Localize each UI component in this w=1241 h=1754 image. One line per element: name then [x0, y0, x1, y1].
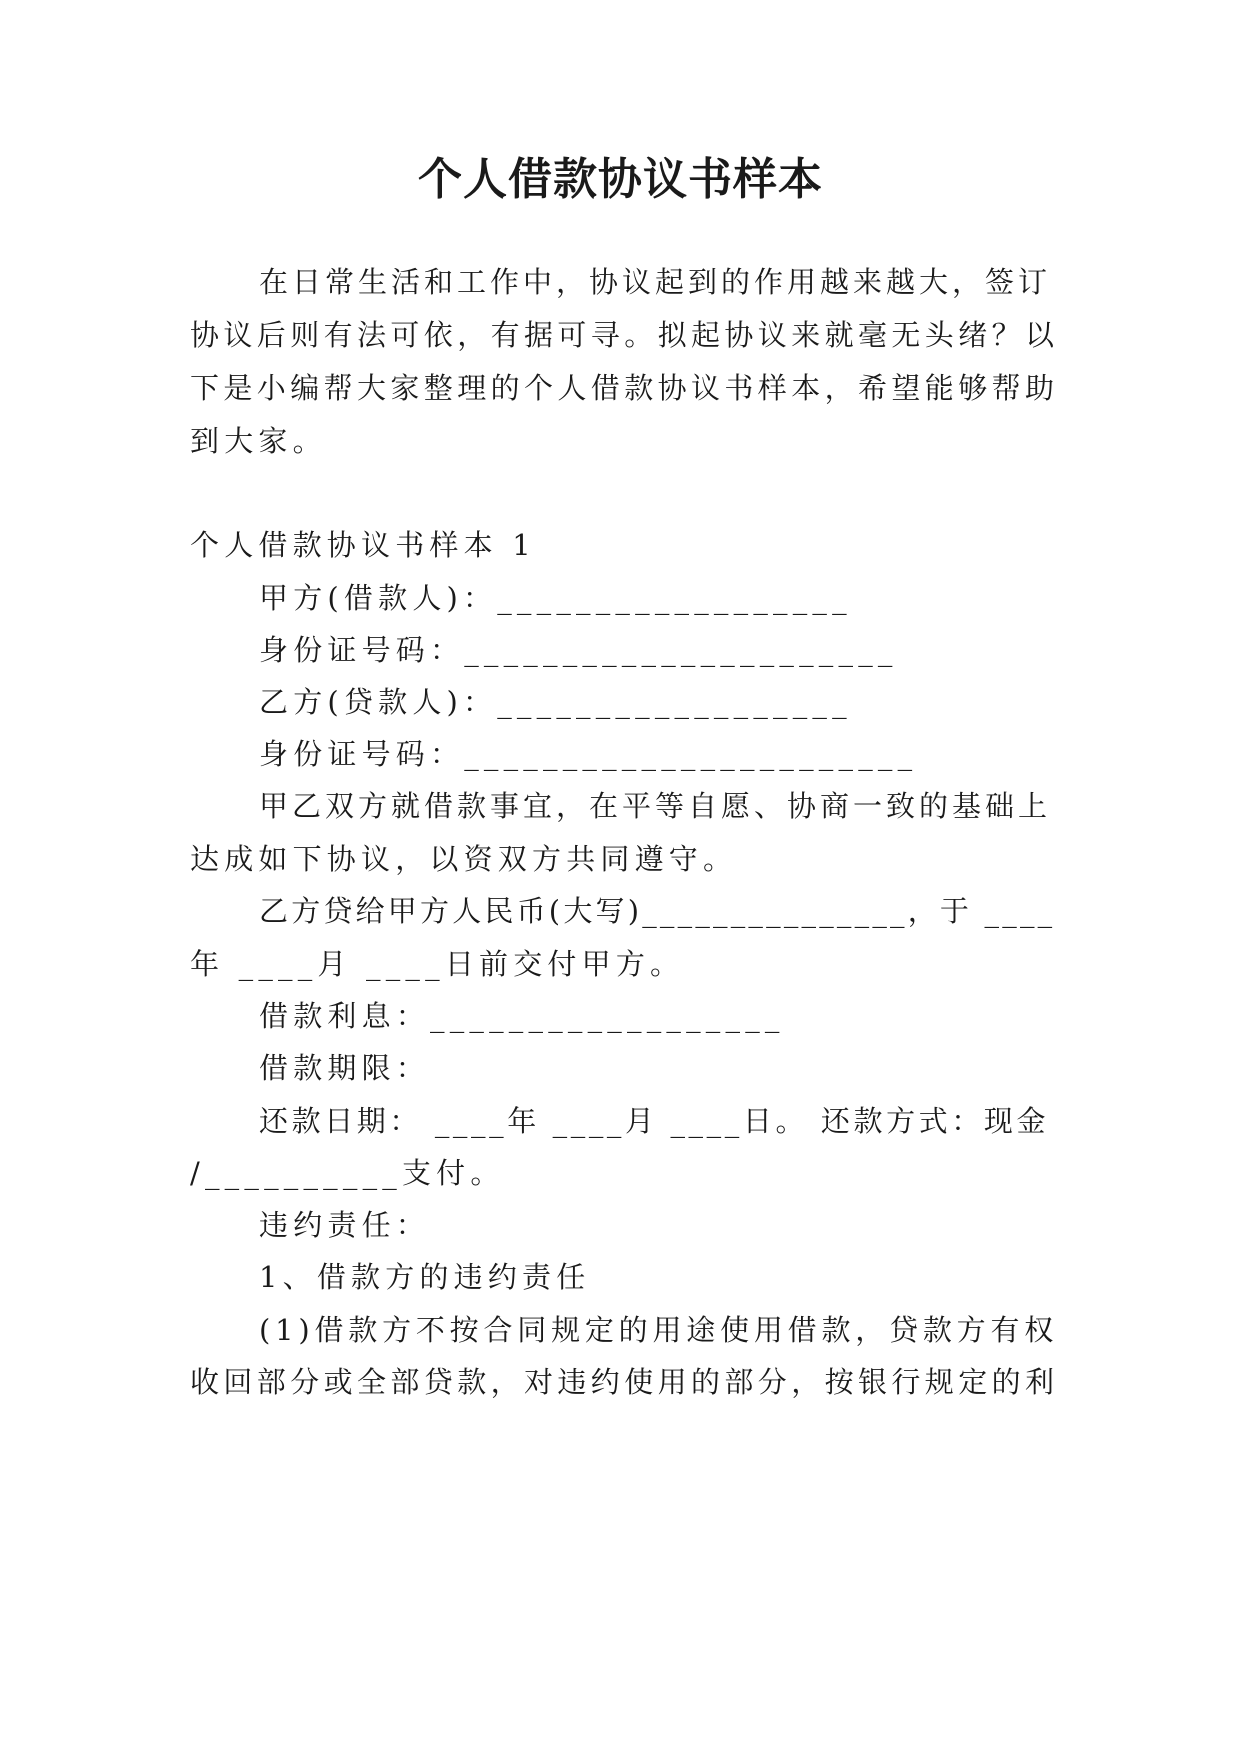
liability-clause-line-1: (1)借款方不按合同规定的用途使用借款，贷款方有权 — [259, 1313, 1059, 1347]
liability-heading: 违约责任： — [259, 1208, 431, 1242]
loan-amount-line-1: 乙方贷给甲方人民币(大写)_______________，于 ____ — [259, 894, 1056, 928]
intro-line-2: 协议后则有法可依，有据可寻。拟起协议来就毫无头绪？以 — [190, 318, 1059, 352]
party-a-line: 甲方(借款人)：__________________ — [259, 581, 852, 615]
section-heading: 个人借款协议书样本 1 — [190, 528, 536, 562]
repayment-line-1: 还款日期： ____年 ____月 ____日。 还款方式：现金 — [259, 1104, 1050, 1138]
repayment-line-2: /__________支付。 — [190, 1156, 505, 1190]
liability-clause-line-2: 收回部分或全部贷款，对违约使用的部分，按银行规定的利 — [190, 1365, 1059, 1399]
interest-line: 借款利息：__________________ — [259, 999, 785, 1033]
intro-line-1: 在日常生活和工作中，协议起到的作用越来越大，签订 — [259, 265, 1052, 299]
intro-line-3: 下是小编帮大家整理的个人借款协议书样本，希望能够帮助 — [190, 371, 1059, 405]
term-line: 借款期限： — [259, 1051, 431, 1085]
intro-line-4: 到大家。 — [190, 424, 327, 458]
agreement-line-2: 达成如下协议，以资双方共同遵守。 — [190, 842, 738, 876]
party-b-line: 乙方(贷款人)：__________________ — [259, 685, 852, 719]
agreement-line-1: 甲乙双方就借款事宜，在平等自愿、协商一致的基础上 — [259, 789, 1052, 823]
party-a-id-line: 身份证号码：______________________ — [259, 633, 898, 667]
document-title: 个人借款协议书样本 — [418, 154, 823, 205]
loan-amount-line-2: 年 ____月 ____日前交付甲方。 — [190, 947, 685, 981]
party-b-id-line: 身份证号码：_______________________ — [259, 737, 918, 771]
liability-item-1: 1、借款方的违约责任 — [259, 1260, 591, 1294]
